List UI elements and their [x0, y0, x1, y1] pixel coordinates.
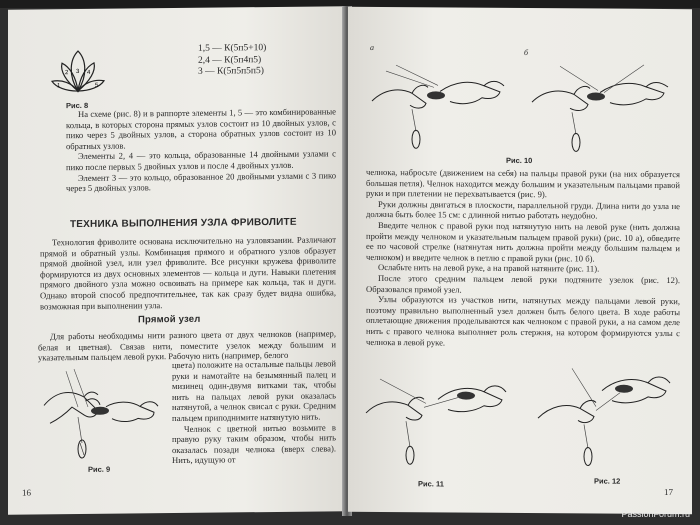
svg-text:4: 4: [87, 69, 91, 76]
figure-10-caption: Рис. 10: [506, 155, 533, 166]
page-number: 17: [664, 487, 673, 498]
paragraph: Ослабьте нить на левой руке, а на правой натяните (рис. 11).: [378, 262, 600, 274]
figure-12-caption: Рис. 12: [594, 476, 621, 486]
description-block: [66, 106, 336, 194]
figure-12-hands-illustration: [532, 360, 682, 473]
paragraph: Руки должны двигаться в плоскости, параллельной груди. Длина нити до узла не должна быть более 15 см: с длинной нитью работать неудобно.: [366, 198, 680, 221]
figure-10a-hands-illustration: [366, 51, 516, 152]
instruction-block-right: [172, 358, 336, 466]
figure-10-label-b: б: [524, 48, 529, 58]
paragraph: цвета) положите на остальные пальцы левой руки и намотайте на безымянный палец и мизинец один-двумя витками так, чтобы нить на пальцах левой руки оказалась натянутой, а челнок свисал с руки. Средним пальцем приподнимите натянутую нить.: [172, 358, 336, 424]
right-page: [348, 7, 692, 514]
page-number: 16: [22, 487, 31, 498]
paragraph: После этого средним пальцем левой руки подтяните узелок (рис. 12). Образовался прямой узел.: [366, 272, 680, 295]
svg-text:3: 3: [76, 69, 80, 76]
section-heading: ТЕХНИКА ВЫПОЛНЕНИЯ УЗЛА ФРИВОЛИТЕ: [70, 216, 297, 231]
paragraph: Элемент 3 — это кольцо, образованное 20 двойными узлами с 3 пико через 5 двойных узлов.: [66, 169, 336, 194]
paragraph: Челнок с цветной нитью возьмите в правую руку таким образом, чтобы нить оказалась позади челнока (вверх слева). Нить, идущую от: [172, 421, 336, 466]
paragraph: Для работы необходимы нити разного цвета от двух челноков (например, белая и цветная). Связав нити, поместите узелок между большим и указательным пальцем левой руки. Рабочую нить (например, белого: [38, 328, 336, 363]
formula-line-2: 2,4 — К(5п4п5): [198, 54, 262, 66]
figure-10b-hands-illustration: [524, 54, 684, 155]
formula-line-3: 3 — К(5п5п5п5): [198, 66, 264, 77]
figure-8-flower-diagram: [48, 47, 108, 100]
figure-8-caption: Рис. 8: [66, 100, 89, 111]
svg-text:1: 1: [57, 83, 61, 90]
figure-10-label-a: а: [370, 42, 374, 52]
formula-block: [198, 43, 266, 78]
formula-line-1: 1,5 — К(5п5+10): [198, 43, 267, 54]
instruction-block: [366, 167, 680, 349]
paragraph: Узлы образуются из участков нити, натянутых между пальцами левой руки, поэтому правильно выполненный узел должен быть белого цвета. В ходе работы оплетающие движения проделываются как челноком с правой руки, а на самом деле нить с правого челнока выполняет роль стержня, на котором формируются узлы с челнока в левой руке.: [366, 294, 680, 347]
intro-block: [40, 234, 336, 311]
paragraph: Элементы 2, 4 — это кольца, образованные 14 двойными узлами с пико после первых 5 двойных узлов и после 4 двойных узлов.: [66, 148, 336, 173]
paragraph: челнока, набросьте (движением на себя) на пальцы правой руки (на них образуется большая петля). Челнок находится между большим и указательным пальцами правой руки и при плетении не перехватывается (рис. 9).: [366, 166, 680, 200]
paragraph: Технология фриволите основана исключительно на узловязании. Различают прямой и обратный узлы. Комбинация прямого и обратного узлов образует прямой двойной узел, или узел фриволите. Все рисунки кружева фриволите формируются из двух основных элементов — кольца и дуги. Навыки плетения прямого двойного узла можно освоивать на примере как кольца, так и дуги. Однако второй способ предпочтительнее, так как сразу будет видна ошибка, возможная при выполнении узла.: [40, 234, 336, 311]
watermark: PassionForum.ru: [621, 509, 690, 519]
subsection-heading: Прямой узел: [138, 313, 201, 326]
figure-9-hands-illustration: [36, 360, 166, 461]
paragraph: Введите челнок с правой руки под натянутую нить на левой руке (нить должна пройти между челноком и указательным пальцем правой руки) (рис. 10 а), обведите ее по часовой стрелке (натянутая нить должна пройти между большим пальцем и челноком) и введите челнок в петлю с правой руки (рис. 10 б).: [366, 219, 680, 264]
figure-9-caption: Рис. 9: [88, 464, 111, 474]
figure-11-hands-illustration: [360, 359, 520, 472]
left-page: [8, 6, 346, 515]
svg-text:2: 2: [65, 70, 69, 77]
paragraph: На схеме (рис. 8) и в раппорте элементы 1, 5 — это комбинированные кольца, в которых сторона прямых узлов состоит из 10 двойных узлов, с пико через 5 двойных узлов, а сторона обратных узлов состоит из 10 обратных узлов.: [66, 106, 336, 151]
figure-11-caption: Рис. 11: [418, 479, 444, 489]
svg-text:5: 5: [95, 82, 99, 89]
